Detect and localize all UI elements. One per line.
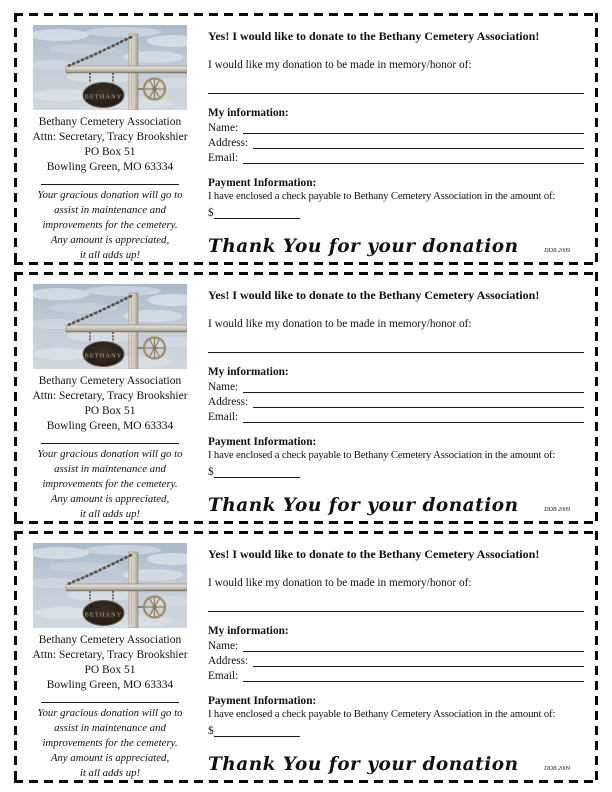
email-blank-line — [243, 150, 584, 164]
amount-blank-line — [214, 464, 300, 478]
payment-instruction-text: I have enclosed a check payable to Bethany Cemetery Association in the amount of: — [208, 708, 556, 720]
address-label: Address: — [208, 655, 249, 667]
name-field-row — [208, 637, 584, 652]
amount-blank-line — [214, 205, 300, 219]
address-field-row — [208, 652, 584, 667]
note-line: it all adds up! — [79, 249, 141, 261]
address-blank-line — [253, 135, 584, 149]
amount-blank-line — [214, 723, 300, 737]
address-line: Bowling Green, MO 63334 — [46, 679, 174, 691]
name-blank-line — [243, 379, 584, 393]
credit-text: DDB 2009 — [544, 766, 570, 772]
email-field-row — [208, 149, 584, 164]
payment-information-heading: Payment Information: — [208, 436, 317, 448]
donation-note — [26, 188, 194, 263]
my-information-heading: My information: — [208, 625, 289, 637]
dollar-sign: $ — [208, 466, 214, 478]
association-address — [26, 115, 194, 175]
name-field-row — [208, 119, 584, 134]
note-line: Your gracious donation will go to — [37, 189, 183, 201]
note-line: it all adds up! — [79, 508, 141, 520]
my-information-heading: My information: — [208, 366, 289, 378]
donation-note — [26, 706, 194, 781]
name-label: Name: — [208, 640, 239, 652]
memory-honor-label: I would like my donation to be made in memory/honor of: — [208, 318, 472, 330]
name-blank-line — [243, 120, 584, 134]
divider-line — [41, 184, 179, 185]
memory-honor-label: I would like my donation to be made in memory/honor of: — [208, 577, 472, 589]
address-line: PO Box 51 — [84, 664, 136, 676]
note-line: Your gracious donation will go to — [37, 707, 183, 719]
address-blank-line — [253, 653, 584, 667]
payment-instruction-text: I have enclosed a check payable to Bethany Cemetery Association in the amount of: — [208, 190, 556, 202]
address-field-row — [208, 134, 584, 149]
bethany-oval-sign — [83, 601, 124, 626]
memory-honor-label: I would like my donation to be made in memory/honor of: — [208, 59, 472, 71]
address-line: Bethany Cemetery Association — [38, 116, 182, 128]
donation-note — [26, 447, 194, 522]
payment-information-heading: Payment Information: — [208, 177, 317, 189]
email-field-row — [208, 667, 584, 682]
address-line: Attn: Secretary, Tracy Brookshier — [32, 649, 188, 661]
amount-row — [208, 462, 584, 478]
note-line: Your gracious donation will go to — [37, 448, 183, 460]
association-address — [26, 374, 194, 434]
address-line: PO Box 51 — [84, 405, 136, 417]
email-blank-line — [243, 409, 584, 423]
note-line: assist in maintenance and — [54, 204, 166, 216]
address-label: Address: — [208, 396, 249, 408]
coupon-title: Yes! I would like to donate to the Bethany Cemetery Association! — [208, 288, 540, 302]
name-blank-line — [243, 638, 584, 652]
coupon-right-column — [208, 282, 584, 518]
credit-text: DDB 2009 — [544, 248, 570, 254]
email-label: Email: — [208, 152, 239, 164]
donation-coupon — [14, 272, 598, 524]
name-label: Name: — [208, 122, 239, 134]
coupon-title: Yes! I would like to donate to the Bethany Cemetery Association! — [208, 29, 540, 43]
thank-you-script-text: Thank You for your donation — [208, 236, 519, 257]
email-label: Email: — [208, 670, 239, 682]
thank-you-script-text: Thank You for your donation — [208, 754, 519, 775]
address-line: Bowling Green, MO 63334 — [46, 420, 174, 432]
note-line: improvements for the cemetery. — [42, 478, 178, 490]
email-blank-line — [243, 668, 584, 682]
coupon-right-column — [208, 23, 584, 259]
amount-row — [208, 721, 584, 737]
coupon-footer — [208, 495, 584, 516]
address-field-row — [208, 393, 584, 408]
sign-text: BETHANY — [84, 352, 123, 360]
amount-row — [208, 203, 584, 219]
dollar-sign: $ — [208, 207, 214, 219]
note-line: assist in maintenance and — [54, 463, 166, 475]
sign-text: BETHANY — [84, 93, 123, 101]
dollar-sign: $ — [208, 725, 214, 737]
coupon-left-column — [26, 23, 194, 259]
coupon-footer — [208, 236, 584, 257]
divider-line — [41, 702, 179, 703]
name-field-row — [208, 378, 584, 393]
address-line: Bethany Cemetery Association — [38, 634, 182, 646]
coupon-left-column — [26, 541, 194, 777]
note-line: improvements for the cemetery. — [42, 737, 178, 749]
memory-honor-blank-line — [208, 340, 584, 353]
note-line: Any amount is appreciated, — [50, 752, 170, 764]
sign-text: BETHANY — [84, 611, 123, 619]
address-line: PO Box 51 — [84, 146, 136, 158]
coupon-title: Yes! I would like to donate to the Bethany Cemetery Association! — [208, 547, 540, 561]
email-label: Email: — [208, 411, 239, 423]
address-line: Attn: Secretary, Tracy Brookshier — [32, 131, 188, 143]
address-blank-line — [253, 394, 584, 408]
cemetery-sign-photo — [33, 284, 187, 369]
my-information-heading: My information: — [208, 107, 289, 119]
association-address — [26, 633, 194, 693]
address-line: Attn: Secretary, Tracy Brookshier — [32, 390, 188, 402]
note-line: assist in maintenance and — [54, 722, 166, 734]
address-label: Address: — [208, 137, 249, 149]
thank-you-script-text: Thank You for your donation — [208, 495, 519, 516]
memory-honor-blank-line — [208, 81, 584, 94]
address-line: Bowling Green, MO 63334 — [46, 161, 174, 173]
credit-text: DDB 2009 — [544, 507, 570, 513]
coupon-left-column — [26, 282, 194, 518]
coupon-right-column — [208, 541, 584, 777]
divider-line — [41, 443, 179, 444]
donation-coupon — [14, 531, 598, 783]
note-line: it all adds up! — [79, 767, 141, 779]
cemetery-sign-photo — [33, 543, 187, 628]
bethany-oval-sign — [83, 83, 124, 108]
payment-instruction-text: I have enclosed a check payable to Bethany Cemetery Association in the amount of: — [208, 449, 556, 461]
payment-information-heading: Payment Information: — [208, 695, 317, 707]
email-field-row — [208, 408, 584, 423]
cemetery-sign-photo — [33, 25, 187, 110]
coupon-footer — [208, 754, 584, 775]
donation-coupon — [14, 13, 598, 265]
note-line: improvements for the cemetery. — [42, 219, 178, 231]
name-label: Name: — [208, 381, 239, 393]
bethany-oval-sign — [83, 342, 124, 367]
memory-honor-blank-line — [208, 599, 584, 612]
address-line: Bethany Cemetery Association — [38, 375, 182, 387]
note-line: Any amount is appreciated, — [50, 493, 170, 505]
note-line: Any amount is appreciated, — [50, 234, 170, 246]
